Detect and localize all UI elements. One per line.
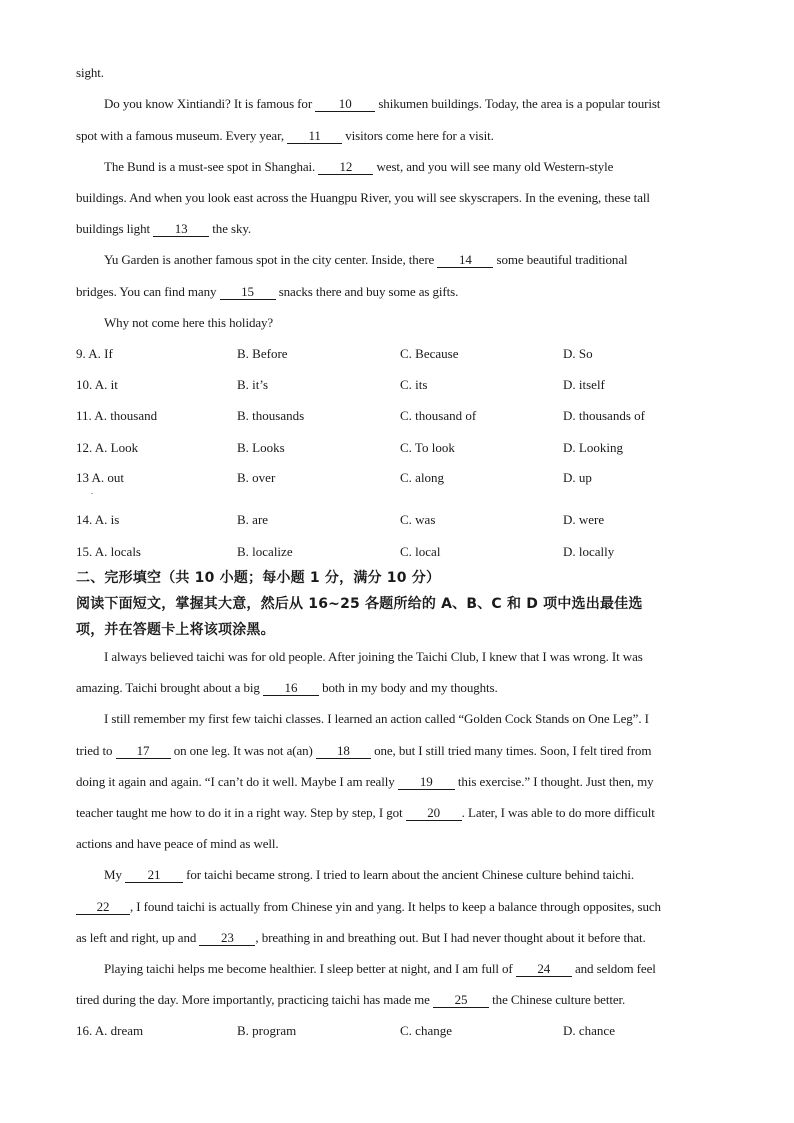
blank-18[interactable]: 18 bbox=[316, 744, 371, 759]
text-line bbox=[104, 159, 613, 175]
text-line bbox=[104, 867, 634, 883]
option-c[interactable]: C. thousand of bbox=[400, 408, 477, 423]
option-a[interactable]: 15. A. locals bbox=[76, 544, 141, 559]
text-line bbox=[76, 65, 104, 81]
text: actions and have peace of mind as well. bbox=[76, 836, 279, 851]
text-line bbox=[76, 221, 251, 237]
text: west, and you will see many old Western-style bbox=[373, 159, 614, 174]
text: tired during the day. More importantly, practicing taichi has made me bbox=[76, 992, 434, 1007]
text: as left and right, up and bbox=[76, 930, 200, 945]
option-d[interactable]: D. thousands of bbox=[563, 408, 645, 423]
option-d[interactable]: D. itself bbox=[563, 377, 605, 392]
text: I always believed taichi was for old people. After joining the Taichi Club, I knew that I was wrong. It was bbox=[104, 649, 643, 664]
text: spot with a famous museum. Every year, bbox=[76, 128, 288, 143]
text-line bbox=[76, 190, 650, 206]
option-b[interactable]: B. Looks bbox=[237, 440, 285, 455]
text: this exercise.” I thought. Just then, my bbox=[454, 774, 654, 789]
option-d[interactable]: D. So bbox=[563, 346, 593, 361]
option-c[interactable]: C. Because bbox=[400, 346, 459, 361]
option-d[interactable]: D. locally bbox=[563, 544, 615, 559]
text: I still remember my first few taichi classes. I learned an action called “Golden Cock Stands on One Leg”. I bbox=[104, 711, 649, 726]
option-d[interactable]: D. were bbox=[563, 512, 605, 527]
option-c[interactable]: C. To look bbox=[400, 440, 455, 455]
option-b[interactable]: B. thousands bbox=[237, 408, 305, 423]
text-line bbox=[76, 836, 279, 852]
option-b[interactable]: B. localize bbox=[237, 544, 293, 559]
blank-22[interactable]: 22 bbox=[76, 900, 130, 915]
blank-20[interactable]: 20 bbox=[406, 806, 462, 821]
text: My bbox=[104, 867, 126, 882]
text-line bbox=[76, 128, 494, 144]
text-line bbox=[76, 774, 654, 790]
blank-13[interactable]: 13 bbox=[153, 222, 209, 237]
blank-16[interactable]: 16 bbox=[263, 681, 319, 696]
text: snacks there and buy some as gifts. bbox=[275, 284, 459, 299]
option-c[interactable]: C. change bbox=[400, 1023, 452, 1038]
blank-17[interactable]: 17 bbox=[116, 744, 171, 759]
text: some beautiful traditional bbox=[493, 252, 628, 267]
text: on one leg. It was not a(an) bbox=[170, 743, 316, 758]
option-c[interactable]: C. its bbox=[400, 377, 428, 392]
text-line bbox=[76, 743, 651, 759]
text: sight. bbox=[76, 65, 104, 80]
text-line bbox=[104, 96, 660, 112]
text-line bbox=[76, 899, 661, 915]
blank-10[interactable]: 10 bbox=[315, 97, 375, 112]
blank-15[interactable]: 15 bbox=[220, 285, 276, 300]
text-line bbox=[104, 649, 643, 665]
text: teacher taught me how to do it in a right way. Step by step, I got bbox=[76, 805, 406, 820]
text: buildings. And when you look east across the Huangpu River, you will see skyscrapers. In the evening, these tall bbox=[76, 190, 650, 205]
option-a[interactable]: 10. A. it bbox=[76, 377, 118, 392]
text: for taichi became strong. I tried to learn about the ancient Chinese culture behind taichi. bbox=[183, 867, 635, 882]
text: The Bund is a must-see spot in Shanghai. bbox=[104, 159, 319, 174]
option-a[interactable]: 9. A. If bbox=[76, 346, 113, 361]
option-b[interactable]: B. over bbox=[237, 470, 276, 485]
text-line bbox=[76, 805, 655, 821]
blank-23[interactable]: 23 bbox=[199, 931, 255, 946]
option-d[interactable]: D. up bbox=[563, 470, 592, 485]
option-b[interactable]: B. are bbox=[237, 512, 269, 527]
blank-11[interactable]: 11 bbox=[287, 129, 342, 144]
text: one, but I still tried many times. Soon, I felt tired from bbox=[370, 743, 652, 758]
text: amazing. Taichi brought about a big bbox=[76, 680, 263, 695]
text: the sky. bbox=[209, 221, 252, 236]
text: , breathing in and breathing out. But I had never thought about it before that. bbox=[255, 930, 646, 945]
option-c[interactable]: C. was bbox=[400, 512, 436, 527]
text: Playing taichi helps me become healthier. I sleep better at night, and I am full of bbox=[104, 961, 516, 976]
option-a[interactable]: 14. A. is bbox=[76, 512, 120, 527]
text: Yu Garden is another famous spot in the city center. Inside, there bbox=[104, 252, 438, 267]
text: bridges. You can find many bbox=[76, 284, 220, 299]
option-b[interactable]: B. program bbox=[237, 1023, 297, 1038]
text: shikumen buildings. Today, the area is a popular tourist bbox=[375, 96, 661, 111]
option-d[interactable]: D. Looking bbox=[563, 440, 623, 455]
stray-dot: . bbox=[91, 487, 93, 496]
text: Do you know Xintiandi? It is famous for bbox=[104, 96, 316, 111]
text: buildings light bbox=[76, 221, 154, 236]
blank-12[interactable]: 12 bbox=[318, 160, 373, 175]
blank-19[interactable]: 19 bbox=[398, 775, 455, 790]
text-line bbox=[104, 711, 649, 727]
option-d[interactable]: D. chance bbox=[563, 1023, 615, 1038]
text: Why not come here this holiday? bbox=[104, 315, 274, 330]
blank-24[interactable]: 24 bbox=[516, 962, 572, 977]
text: tried to bbox=[76, 743, 116, 758]
blank-21[interactable]: 21 bbox=[125, 868, 183, 883]
text: both in my body and my thoughts. bbox=[318, 680, 498, 695]
text: doing it again and again. “I can’t do it well. Maybe I am really bbox=[76, 774, 398, 789]
text: , I found taichi is actually from Chinese yin and yang. It helps to keep a balance through opposites, such bbox=[130, 899, 661, 914]
text-line bbox=[76, 930, 646, 946]
blank-14[interactable]: 14 bbox=[437, 253, 493, 268]
section-title: 二、完形填空（共 10 小题；每小题 1 分，满分 10 分） bbox=[76, 570, 441, 586]
text-line bbox=[104, 252, 628, 268]
option-a[interactable]: 16. A. dream bbox=[76, 1023, 144, 1038]
section-instructions: 阅读下面短文，掌握其大意，然后从 16~25 各题所给的 A、B、C 和 D 项中选出最佳选 bbox=[76, 596, 643, 612]
option-c[interactable]: C. local bbox=[400, 544, 441, 559]
text: and seldom feel bbox=[571, 961, 656, 976]
option-a[interactable]: 13 A. out bbox=[76, 470, 125, 485]
text-line bbox=[76, 992, 625, 1008]
text: the Chinese culture better. bbox=[489, 992, 626, 1007]
option-c[interactable]: C. along bbox=[400, 470, 445, 485]
section-instructions: 项，并在答题卡上将该项涂黑。 bbox=[76, 622, 275, 638]
text: . Later, I was able to do more difficult bbox=[461, 805, 655, 820]
option-b[interactable]: B. it’s bbox=[237, 377, 269, 392]
option-b[interactable]: B. Before bbox=[237, 346, 288, 361]
option-a[interactable]: 11. A. thousand bbox=[76, 408, 158, 423]
text-line bbox=[76, 284, 458, 300]
text-line bbox=[104, 315, 273, 331]
text: visitors come here for a visit. bbox=[342, 128, 494, 143]
blank-25[interactable]: 25 bbox=[433, 993, 489, 1008]
text-line bbox=[104, 961, 656, 977]
text-line bbox=[76, 680, 498, 696]
option-a[interactable]: 12. A. Look bbox=[76, 440, 139, 455]
